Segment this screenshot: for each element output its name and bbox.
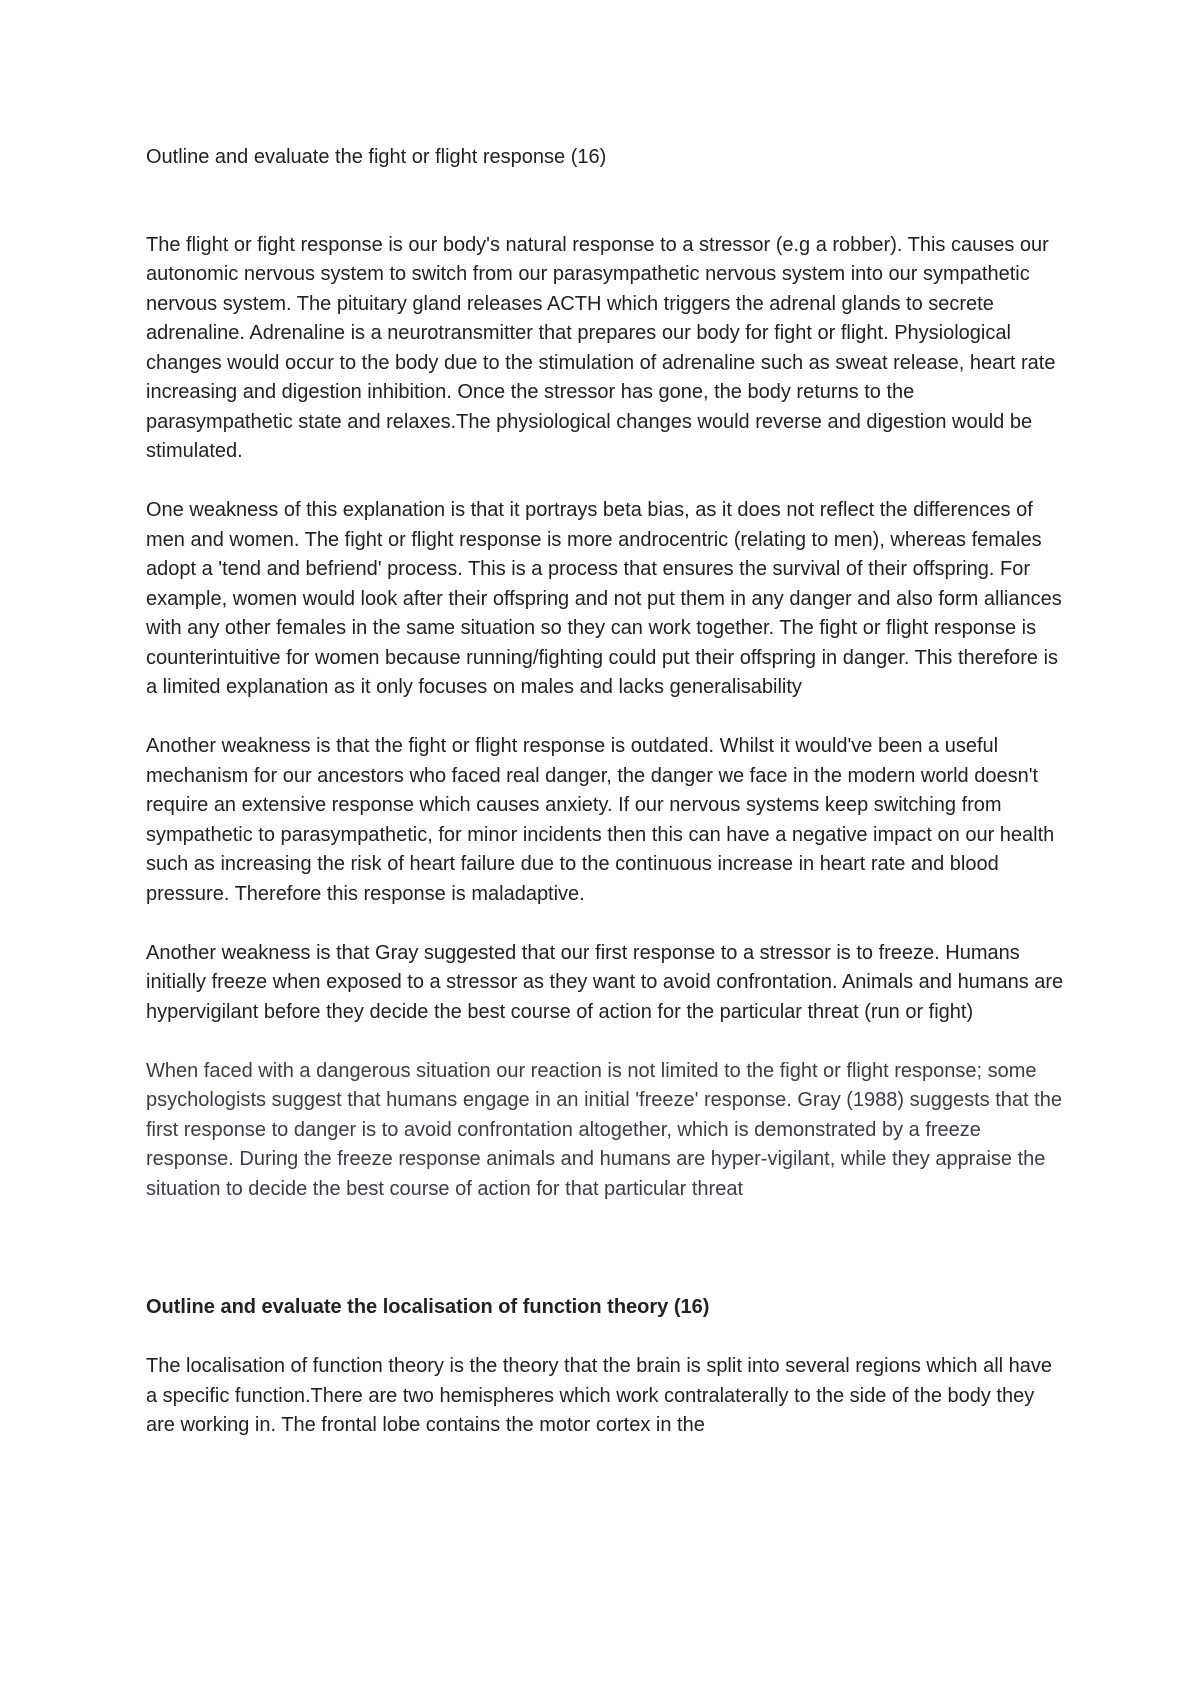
essay-heading-localisation: Outline and evaluate the localisation of function theory (16) bbox=[146, 1296, 710, 1318]
paragraph-localisation-description: The localisation of function theory is the theory that the brain is split into several regions which all have a specific function.There are two hemispheres which work contralaterally to the side of the body they are working in. The frontal lobe contains the motor cortex in the bbox=[146, 1355, 1053, 1436]
document-page bbox=[146, 143, 1066, 1470]
paragraph-outdated-weakness: Another weakness is that the fight or flight response is outdated. Whilst it would've been a useful mechanism for our ancestors who faced real danger, the danger we face in the modern world doesn't require an extensive response which causes anxiety. If our nervous systems keep switching from sympathetic to parasympathetic, for minor incidents then this can have a negative impact on our health such as increasing the risk of heart failure due to the continuous increase in heart rate and blood pressure. Therefore this response is maladaptive. bbox=[146, 735, 1055, 905]
paragraph-freeze-weakness: Another weakness is that Gray suggested that our first response to a stressor is to freeze. Humans initially freeze when exposed to a stressor as they want to avoid confrontation. Animals and humans are hypervigilant before they decide the best course of action for the particular threat (run or fight) bbox=[146, 941, 1064, 1023]
paragraph-fight-or-flight-description: The flight or fight response is our body's natural response to a stressor (e.g a robber). This causes our autonomic nervous system to switch from our parasympathetic nervous system into our sympathetic nervous system. The pituitary gland releases ACTH which triggers the adrenal glands to secrete adrenaline. Adrenaline is a neurotransmitter that prepares our body for fight or flight. Physiological changes would occur to the body due to the stimulation of adrenaline such as sweat release, heart rate increasing and digestion inhibition. Once the stressor has gone, the body returns to the parasympathetic state and relaxes.The physiological changes would reverse and digestion would be stimulated. bbox=[146, 233, 1056, 462]
paragraph-freeze-response-quote: When faced with a dangerous situation our reaction is not limited to the fight or flight response; some psychologists suggest that humans engage in an initial 'freeze' response. Gray (1988) suggests that the first response to danger is to avoid confrontation altogether, which is demonstrated by a freeze response. During the freeze response animals and humans are hyper-vigilant, while they appraise the situation to decide the best course of action for that particular threat bbox=[146, 1059, 1062, 1200]
essay-heading-fight-or-flight: Outline and evaluate the fight or flight response (16) bbox=[146, 146, 607, 168]
paragraph-beta-bias-weakness: One weakness of this explanation is that it portrays beta bias, as it does not reflect the differences of men and women. The fight or flight response is more androcentric (relating to men), whereas females adopt a 'tend and befriend' process. This is a process that ensures the survival of their offspring. For example, women would look after their offspring and not put them in any danger and also form alliances with any other females in the same situation so they can work together. The fight or flight response is counterintuitive for women because running/fighting could put their offspring in danger. This therefore is a limited explanation as it only focuses on males and lacks generalisability bbox=[146, 499, 1062, 698]
